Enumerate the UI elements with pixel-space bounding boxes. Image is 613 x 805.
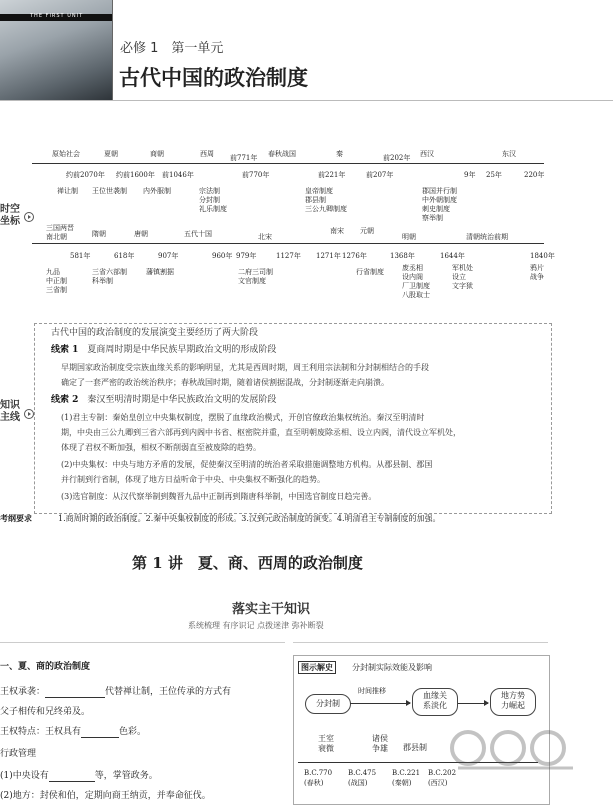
dynasty-label: 夏朝 [104,150,118,158]
header-divider [112,0,113,100]
clue2-body: (2)中央集权：中央与地方矛盾的发展，促使秦汉至明清的统治者采取措施调整地方机构。从郡县制、郡国 [61,460,433,469]
date-label: 前207年 [366,171,394,179]
event-label: 禅让制 [57,187,78,195]
diagram-node: 血缘关 系淡化 [412,688,458,716]
diagram-node: 地方势 力崛起 [490,688,536,716]
date-label: 9年 [464,171,476,179]
clue2-body: 期，中央由三公九卿到三省六部再到内阁中书省、枢密院并重，直至明朝废除丞相、设立内阁，清代设立军机处， [61,428,461,437]
arrow-icon [350,703,410,704]
date-label: 581年 [70,252,91,260]
clue2-body: 体现了君权不断加强，相权不断削弱直至被废除的趋势。 [61,443,261,452]
dynasty-label: 元朝 [360,227,374,235]
event-label: 军机处 [452,264,473,272]
date-label: 约前2070年 [66,171,105,179]
unit-label: 必修 1 第一单元 [120,41,224,56]
date-label: 1840年 [530,252,555,260]
dynasty-label: 北宋 [258,233,272,241]
event-label: 礼乐制度 [199,205,227,213]
event-label: 科举制 [92,277,113,285]
section-title: 落实主干知识 [232,602,311,617]
section-divider [0,642,285,643]
timeline-top-axis [32,163,544,164]
lecture-title: 第 1 讲 夏、商、西周的政治制度 [132,554,363,572]
date-label: 220年 [524,171,545,179]
section-subtitle: 系统梳理 有序识记 点拨迷津 弥补断裂 [188,621,324,630]
event-label: 内外服制 [143,187,171,195]
event-label: 中正制 [46,277,67,285]
date-label: 960年 [212,252,233,260]
diagram-date: B.C.221 (秦朝) [392,769,421,787]
date-label: 前770年 [242,171,270,179]
header-separator [0,100,613,101]
event-label: 郡国并行制 [422,187,457,195]
left-line: 父子相传和兄终弟及。 [0,707,91,717]
diagram-tag: 图示解史 [298,661,336,674]
unit-header-image [0,0,112,100]
dynasty-label: 东汉 [502,150,516,158]
dynasty-label: 唐朝 [134,230,148,238]
dynasty-label: 南北朝 [46,233,67,241]
clue1-heading: 线索 1 夏商周时期是中华民族早期政治文明的形成阶段 [51,345,277,355]
date-label: 前771年 [230,154,258,162]
date-label: 1127年 [276,252,301,260]
exam-text: 1.商周时期的政治制度。2.秦中央集权制度的形成。3.汉到元政治制度的演变。4.明清君主专制制度的加强。 [58,514,441,523]
clue2-body: (3)选官制度：从汉代察举制到魏晋九品中正制再到隋唐科举制，中国选官制度日趋完善。 [61,492,377,501]
event-label: 王位世袭制 [92,187,127,195]
clues-intro: 古代中国的政治制度的发展演变主要经历了两大阶段 [51,328,259,338]
date-label: 979年 [236,252,257,260]
event-label: 战争 [530,273,544,281]
clue1-body: 确定了一套严密的政治统治秩序；春秋战国时期，随着诸侯割据混战，分封制逐渐走向崩溃。 [61,378,389,387]
play-icon [24,212,34,222]
diagram-stage: 郡县制 [403,743,427,752]
left-line: 行政管理 [0,749,37,759]
date-label: 1368年 [390,252,415,260]
dynasty-label: 南宋 [330,227,344,235]
diagram-date: B.C.202 (西汉) [428,769,457,787]
event-label: 中外朝制度 [422,196,457,204]
event-label: 二府三司制 [238,268,273,276]
date-label: 1276年 [342,252,367,260]
event-label: 鸦片 [530,264,544,272]
unit-badge: THE FIRST UNIT [30,13,84,19]
timeline-side-label: 时空 坐标 [0,204,20,227]
left-line: (1)中央设有 等，掌管政务。 [0,771,158,781]
arrow-icon [458,703,488,704]
unit-badge-bar [0,14,112,21]
clue2-heading: 线索 2 秦汉至明清时期是中华民族政治文明的发展阶段 [51,395,277,405]
exam-label: 考纲要求 [0,514,32,523]
dynasty-label: 五代十国 [184,230,212,238]
dynasty-label: 秦 [336,150,343,158]
dynasty-label: 清朝统治前期 [466,233,508,241]
answer-blank[interactable] [49,772,95,782]
diagram-node: 分封制 [305,694,351,714]
diagram-arrow-label: 时间推移 [358,687,386,695]
dynasty-label: 西周 [200,150,214,158]
event-label: 文官制度 [238,277,266,285]
event-label: 分封制 [199,196,220,204]
page-title: 古代中国的政治制度 [119,66,308,90]
clue1-body: 早期国家政治制度受宗族血缘关系的影响明显，尤其是西周时期，周王利用宗法制和分封制相结合的手段 [61,363,429,372]
play-icon [24,409,34,419]
clue2-body: 并行制到行省制，体现了地方日益听命于中央、中央集权不断强化的趋势。 [61,475,325,484]
event-label: 察举制 [422,214,443,222]
diagram-title: 分封制实际效能及影响 [352,663,432,672]
date-label: 前221年 [318,171,346,179]
event-label: 文字狱 [452,282,473,290]
dynasty-label: 春秋战国 [268,150,296,158]
event-label: 设内阁 [402,273,423,281]
clues-side-label: 知识 主线 [0,400,20,423]
left-heading: 一、夏、商的政治制度 [0,662,91,672]
answer-blank[interactable] [45,688,105,698]
event-label: 宗法制 [199,187,220,195]
left-line: 王权承袭： 代替禅让制，王位传承的方式有 [0,687,232,697]
dynasty-label: 西汉 [420,150,434,158]
event-label: 三省制 [46,286,67,294]
dynasty-label: 明朝 [402,233,416,241]
event-label: 藩镇割据 [146,268,174,276]
answer-blank[interactable] [81,728,119,738]
left-line: 王权特点：王权具有 色彩。 [0,727,147,737]
diagram-stage: 诸侯 争雄 [372,734,388,753]
watermark-logo [448,718,583,778]
date-label: 前202年 [383,154,411,162]
date-label: 907年 [158,252,179,260]
event-label: 厂卫制度 [402,282,430,290]
date-label: 约前1600年 [116,171,155,179]
event-label: 九品 [46,268,60,276]
left-line: (2)地方：封侯和伯，定期向商王纳贡，并奉命征伐。 [0,791,211,801]
dynasty-label: 原始社会 [52,150,80,158]
dynasty-label: 三国两晋 [46,224,74,232]
diagram-date: B.C.770 (春秋) [304,769,333,787]
event-label: 三公九卿制度 [305,205,347,213]
event-label: 行省制度 [356,268,384,276]
clue2-body: (1)君主专制：秦始皇创立中央集权制度，摆脱了血缘政治模式，开创官僚政治集权统治。秦汉至明清时 [61,413,425,422]
event-label: 八股取士 [402,291,430,299]
event-label: 皇帝制度 [305,187,333,195]
date-label: 1644年 [440,252,465,260]
section-divider [293,642,548,643]
diagram-date: B.C.475 (战国) [348,769,377,787]
dynasty-label: 隋朝 [92,230,106,238]
timeline-bottom-axis [32,243,544,244]
date-label: 25年 [486,171,502,179]
event-label: 三省六部制 [92,268,127,276]
event-label: 废丞相 [402,264,423,272]
diagram-stage: 王室 衰微 [318,734,334,753]
event-label: 郡县制 [305,196,326,204]
date-label: 前1046年 [162,171,194,179]
event-label: 设立 [452,273,466,281]
dynasty-label: 商朝 [150,150,164,158]
event-label: 刺史制度 [422,205,450,213]
date-label: 618年 [114,252,135,260]
date-label: 1271年 [316,252,341,260]
